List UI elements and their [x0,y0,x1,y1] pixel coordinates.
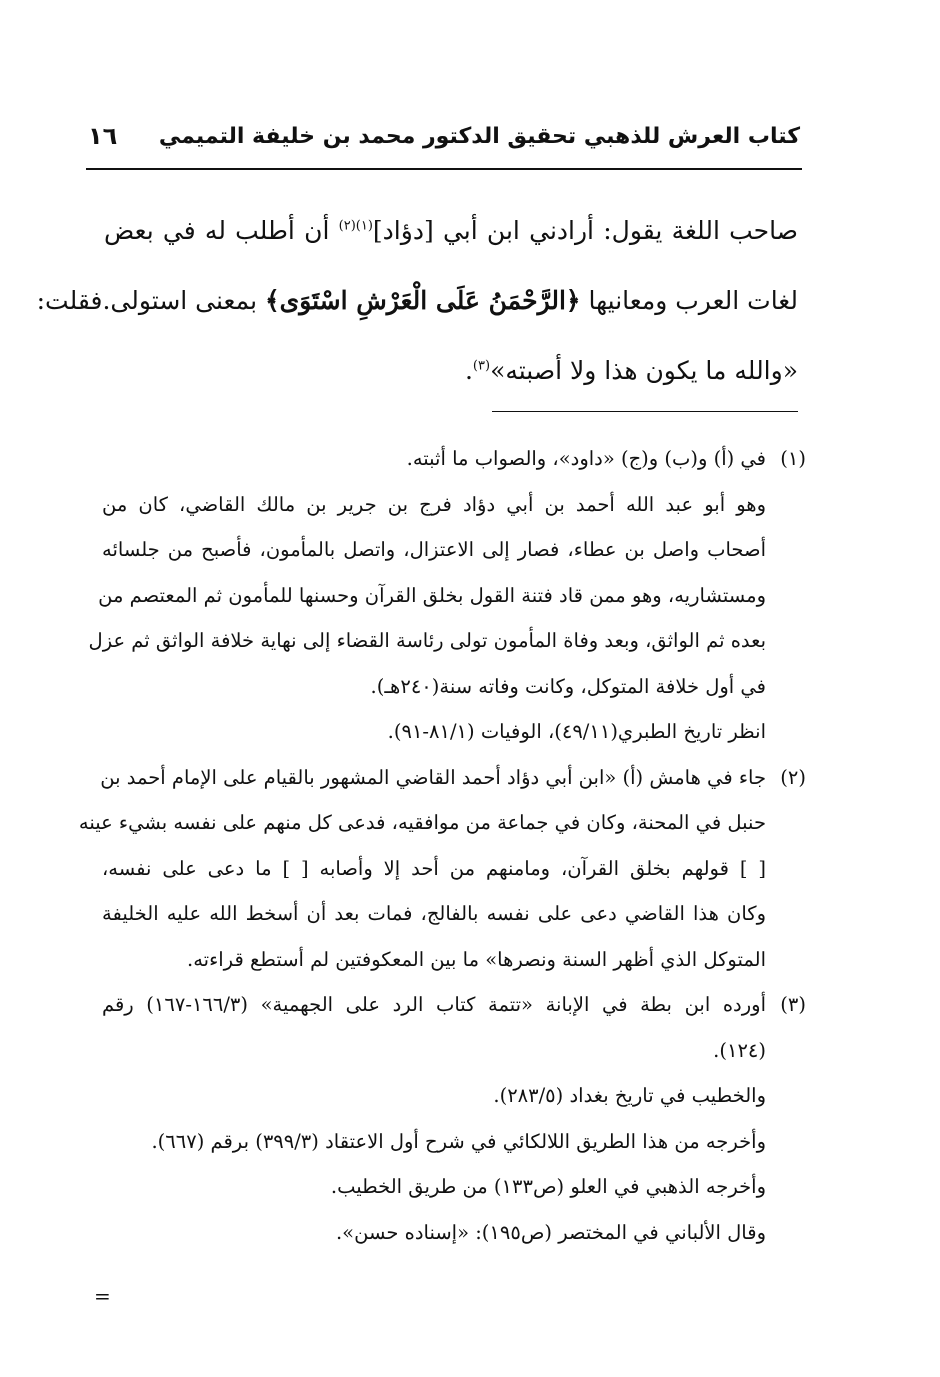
running-header [88,118,800,166]
main-text-line: «والله ما يكون هذا ولا أصبته»$^{(٣)}$. [464,356,798,385]
footnote-line: المتوكل الذي أظهر السنة ونصرها» ما بين المعكوفتين لم أستطع قراءته. [187,947,766,971]
footnote-2 [78,755,806,983]
footnote-1 [88,436,806,755]
footnotes [78,436,806,1255]
footnote-line: وكان هذا القاضي دعى على نفسه بالفالج، فمات بعد أن أسخط الله عليه الخليفة [102,902,766,925]
footnote-marker: (١)(٢) [338,218,373,234]
footnote-line: [ ] قولهم بخلق القرآن، ومامنهم من أحد إلا وأصابه [ ] ما دعى على نفسه، [102,856,766,880]
footnote-separator [492,411,798,412]
footnote-line: ومستشاريه، وهو ممن قاد فتنة القول بخلق القرآن وحسنها للمأمون ثم المعتصم من [98,583,766,607]
footnote-line: حنبل في المحنة، وكان في جماعة من موافقيه، فدعى كل منهم على نفسه بشيء عينه [78,811,766,834]
page-number: ١٦ [88,122,118,150]
footnote-number: (١) [780,447,806,470]
footnote-number: (٣) [780,993,806,1016]
main-text-line: لغات العرب ومعانيها ﴿الرَّحْمَنُ عَلَى الْعَرْشِ اسْتَوَى﴾ بمعنى استولى.فقلت: [36,286,798,315]
quran-verse: ﴿الرَّحْمَنُ عَلَى الْعَرْشِ اسْتَوَى﴾ [264,286,581,315]
footnote-line: وهو أبو عبد الله أحمد بن أبي دؤاد فرج بن جرير بن مالك القاضي، كان من [102,492,766,516]
main-text-line: صاحب اللغة يقول: أرادني ابن أبي [دؤاد]$^{(١)(٢)}$ أن أطلب له في بعض [104,216,798,245]
footnote-line: أورده ابن بطة في الإبانة «تتمة كتاب الرد على الجهمية» (١٦٦/٣-١٦٧) رقم [102,993,766,1016]
footnote-line: انظر تاريخ الطبري(٤٩/١١)، الوفيات (٨١/١-٩١). [387,720,766,743]
footnote-line: وقال الألباني في المختصر (ص١٩٥): «إسناده حسن». [335,1220,766,1244]
footnote-line: وأخرجه من هذا الطريق اللالكائي في شرح أول الاعتقاد (٣٩٩/٣) برقم (٦٦٧). [151,1129,766,1153]
footnote-3 [102,982,806,1255]
continuation-mark: = [94,1284,111,1308]
footnote-line: في (أ) و(ب) و(ج) «داود»، والصواب ما أثبته. [406,447,766,470]
main-text [36,196,798,406]
footnote-line: (١٢٤). [713,1038,766,1062]
footnote-line: وأخرجه الذهبي في العلو (ص١٣٣) من طريق الخطيب. [330,1175,766,1198]
footnote-line: بعده ثم الواثق، وبعد وفاة المأمون تولى رئاسة القضاء إلى نهاية خلافة الواثق ثم عزل [88,629,766,652]
footnote-line: والخطيب في تاريخ بغداد (٢٨٣/٥). [493,1084,766,1107]
footnote-line: أصحاب واصل بن عطاء، فصار إلى الاعتزال، واتصل بالمأمون، فأصبح من جلسائه [102,538,766,561]
running-header-title: كتاب العرش للذهبي تحقيق الدكتور محمد بن خليفة التميمي [158,124,800,149]
header-rule [86,168,802,170]
footnote-line: في أول خلافة المتوكل، وكانت وفاته سنة(٢٤٠هـ). [370,674,766,698]
footnote-number: (٢) [780,765,806,789]
footnote-marker: (٣) [472,358,491,374]
footnote-line: جاء في هامش (أ) «ابن أبي دؤاد أحمد القاضي المشهور بالقيام على الإمام أحمد بن [100,765,766,789]
